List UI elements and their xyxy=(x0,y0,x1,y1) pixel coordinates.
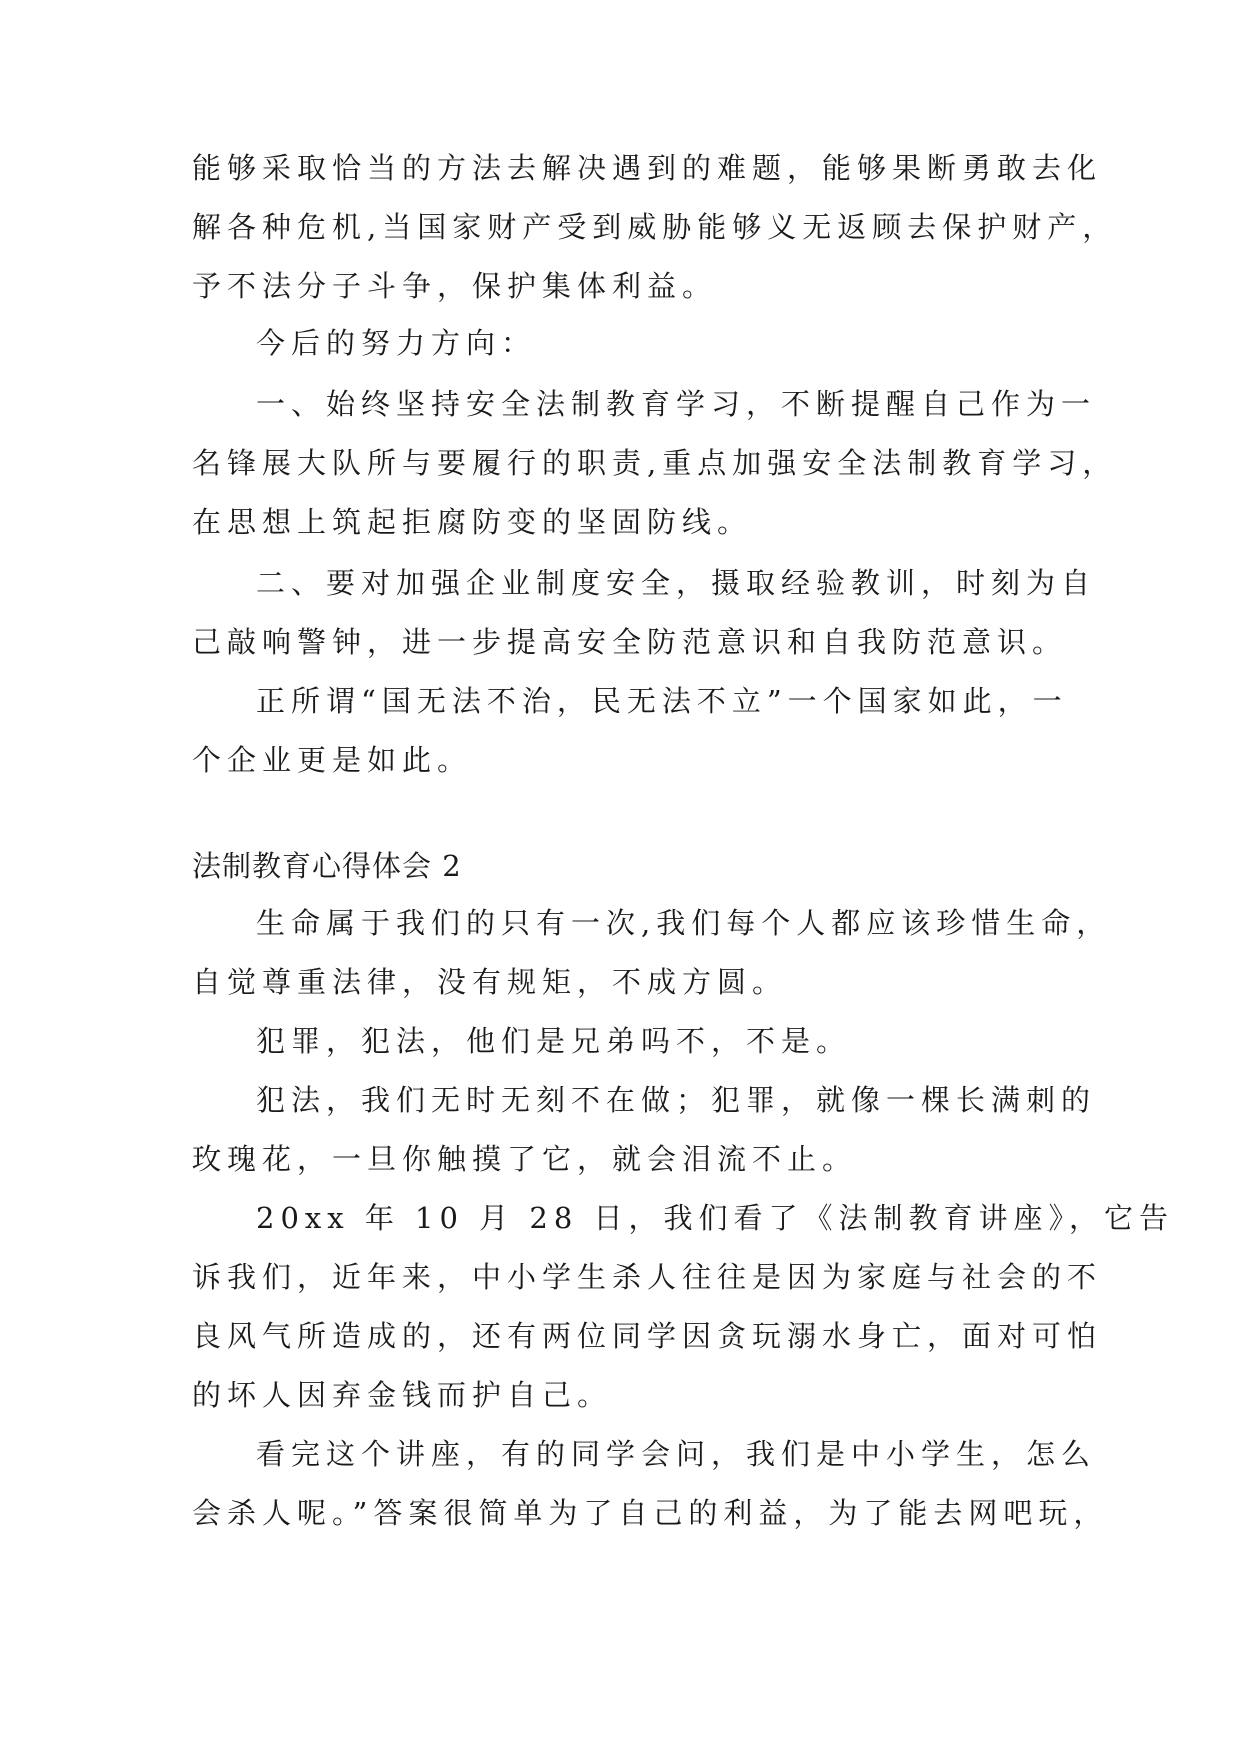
paragraph-line: 看完这个讲座，有的同学会问，我们是中小学生，怎么 xyxy=(256,1437,1097,1471)
paragraph-line: 自觉尊重法律，没有规矩，不成方圆。 xyxy=(192,965,788,999)
paragraph-line: 二、要对加强企业制度安全，摄取经验教训，时刻为自 xyxy=(256,566,1097,600)
section-heading: 法制教育心得体会 2 xyxy=(192,849,462,883)
paragraph-line: 能够采取恰当的方法去解决遇到的难题，能够果断勇敢去化 xyxy=(192,151,1103,185)
paragraph-line: 个企业更是如此。 xyxy=(192,743,473,777)
paragraph-line: 犯罪，犯法，他们是兄弟吗不，不是。 xyxy=(256,1024,852,1058)
paragraph-line: 的坏人因弃金钱而护自己。 xyxy=(192,1378,613,1412)
paragraph-line: 一、始终坚持安全法制教育学习，不断提醒自己作为一 xyxy=(256,387,1097,421)
paragraph-line: 解各种危机,当国家财产受到威胁能够义无返顾去保护财产， xyxy=(192,210,1118,244)
paragraph-line: 会杀人呢。”答案很简单为了自己的利益，为了能去网吧玩， xyxy=(192,1496,1109,1530)
paragraph-line: 20xx 年 10 月 28 日，我们看了《法制教育讲座》，它告 xyxy=(256,1201,1175,1235)
paragraph-line: 己敲响警钟，进一步提高安全防范意识和自我防范意识。 xyxy=(192,625,1068,659)
paragraph-line: 名锋展大队所与要履行的职责,重点加强安全法制教育学习， xyxy=(192,446,1118,480)
paragraph-line: 生命属于我们的只有一次,我们每个人都应该珍惜生命， xyxy=(256,906,1112,940)
paragraph-line: 诉我们，近年来，中小学生杀人往往是因为家庭与社会的不 xyxy=(192,1260,1103,1294)
paragraph-line: 今后的努力方向： xyxy=(256,326,537,360)
paragraph-line: 良风气所造成的，还有两位同学因贪玩溺水身亡，面对可怕 xyxy=(192,1319,1103,1353)
paragraph-line: 在思想上筑起拒腐防变的坚固防线。 xyxy=(192,505,753,539)
paragraph-line: 犯法，我们无时无刻不在做；犯罪，就像一棵长满刺的 xyxy=(256,1083,1097,1117)
paragraph-line: 予不法分子斗争，保护集体利益。 xyxy=(192,269,718,303)
paragraph-line: 玫瑰花，一旦你触摸了它，就会泪流不止。 xyxy=(192,1142,858,1176)
paragraph-line: 正所谓“国无法不治，民无法不立”一个国家如此，一 xyxy=(256,684,1068,718)
